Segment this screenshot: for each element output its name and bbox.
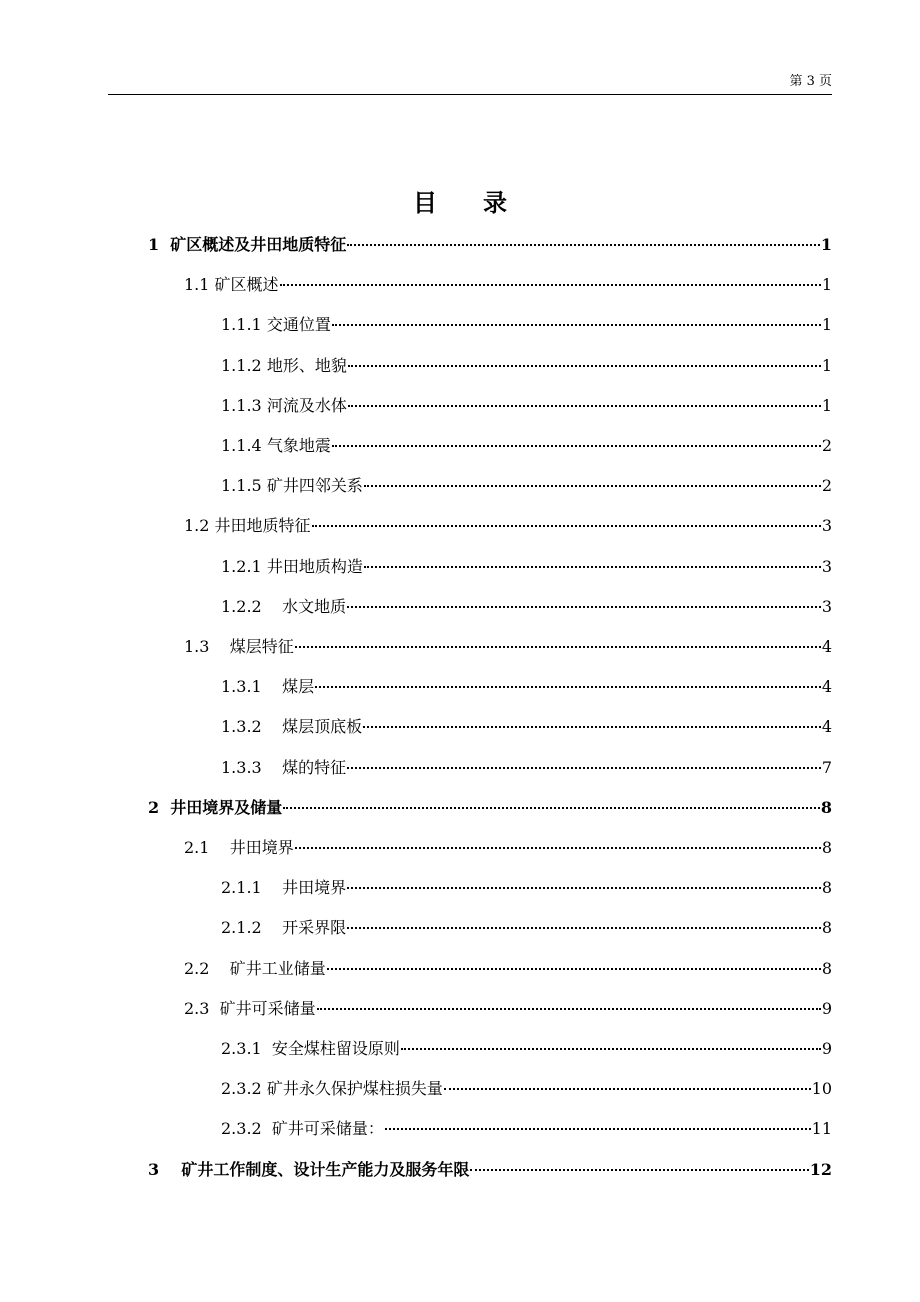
toc-entry-number: 2 bbox=[148, 798, 160, 817]
page-number-header: 第 3 页 bbox=[789, 74, 832, 89]
toc-entry-page: 8 bbox=[820, 798, 832, 817]
toc-leader-dots bbox=[347, 767, 821, 769]
toc-entry[interactable] bbox=[184, 515, 832, 537]
toc-entry-page: 7 bbox=[821, 758, 832, 777]
toc-title bbox=[0, 183, 920, 218]
toc-entry-title: 矿井永久保护煤柱损失量 bbox=[266, 1079, 443, 1098]
toc-entry[interactable] bbox=[221, 877, 832, 899]
toc-entry[interactable] bbox=[221, 716, 832, 738]
toc-entry-number: 1.1.5 bbox=[221, 476, 262, 495]
toc-title-right: 录 bbox=[483, 188, 507, 217]
toc-entry-number: 1.1 bbox=[184, 275, 210, 294]
toc-entry-number: 1.3.2 bbox=[221, 717, 262, 736]
toc-entry[interactable] bbox=[221, 596, 832, 618]
toc-entry-number: 1.1.1 bbox=[221, 315, 262, 334]
toc-entry-title: 矿井可采储量 bbox=[219, 999, 316, 1018]
toc-leader-dots bbox=[401, 1048, 821, 1050]
toc-entry-title: 河流及水体 bbox=[266, 396, 347, 415]
toc-entry-title: 井田地质特征 bbox=[214, 516, 311, 535]
toc-entry-page: 1 bbox=[821, 396, 832, 415]
toc-entry-number: 1.3 bbox=[184, 637, 210, 656]
toc-entry-number: 1.2.1 bbox=[221, 557, 262, 576]
toc-leader-dots bbox=[364, 485, 821, 487]
toc-entry-page: 1 bbox=[821, 356, 832, 375]
toc-leader-dots bbox=[348, 365, 821, 367]
toc-entry-page: 12 bbox=[809, 1160, 832, 1179]
toc-entry[interactable] bbox=[184, 274, 832, 296]
toc-entry-title: 井田境界及储量 bbox=[170, 798, 283, 817]
toc-entry[interactable] bbox=[221, 435, 832, 457]
toc-entry[interactable] bbox=[148, 234, 832, 256]
toc-entry-title: 交通位置 bbox=[266, 315, 331, 334]
toc-entry-page: 9 bbox=[821, 999, 832, 1018]
toc-entry-number: 2.1.1 bbox=[221, 878, 262, 897]
toc-entry[interactable] bbox=[221, 1038, 832, 1060]
toc-entry-page: 11 bbox=[811, 1119, 832, 1138]
toc-entry-number: 1.3.3 bbox=[221, 758, 262, 777]
toc-entry-page: 1 bbox=[821, 315, 832, 334]
toc-leader-dots bbox=[332, 324, 821, 326]
toc-entry-number: 1.2.2 bbox=[221, 597, 262, 616]
toc-entry-number: 3 bbox=[148, 1160, 160, 1179]
toc-entry-title: 井田地质构造 bbox=[266, 557, 363, 576]
toc-entry-title: 煤层顶底板 bbox=[282, 717, 363, 736]
toc-leader-dots bbox=[317, 1008, 821, 1010]
toc-leader-dots bbox=[347, 927, 821, 929]
toc-entry-number: 1.1.4 bbox=[221, 436, 262, 455]
toc-leader-dots bbox=[363, 726, 821, 728]
toc-entry-page: 8 bbox=[821, 918, 832, 937]
toc-entry[interactable] bbox=[184, 837, 832, 859]
header-rule bbox=[108, 94, 832, 95]
toc-entry-title: 水文地质 bbox=[282, 597, 347, 616]
toc-entry-page: 10 bbox=[811, 1079, 832, 1098]
toc-leader-dots bbox=[332, 445, 821, 447]
toc-entry-title: 安全煤柱留设原则 bbox=[271, 1039, 400, 1058]
toc-entry-page: 3 bbox=[821, 557, 832, 576]
toc-entry[interactable] bbox=[221, 556, 832, 578]
toc-entry-page: 4 bbox=[821, 717, 832, 736]
toc-leader-dots bbox=[385, 1128, 811, 1130]
toc-entry-page: 2 bbox=[821, 476, 832, 495]
toc-entry-number: 1.2 bbox=[184, 516, 210, 535]
toc-leader-dots bbox=[364, 566, 821, 568]
toc-entry-number: 2.3 bbox=[184, 999, 210, 1018]
toc-entry-title: 煤层 bbox=[282, 677, 315, 696]
toc-entry-number: 1.3.1 bbox=[221, 677, 262, 696]
toc-entry[interactable] bbox=[148, 797, 832, 819]
toc-entry-title: 开采界限 bbox=[282, 918, 347, 937]
toc-leader-dots bbox=[327, 968, 821, 970]
toc-entry-number: 1.1.3 bbox=[221, 396, 262, 415]
toc-entry-page: 4 bbox=[821, 637, 832, 656]
toc-entry-number: 2.3.2 bbox=[221, 1079, 262, 1098]
toc-entry-title: 矿井可采储量： bbox=[271, 1119, 384, 1138]
toc-entry[interactable] bbox=[221, 314, 832, 336]
toc-entry-title: 矿井工作制度、设计生产能力及服务年限 bbox=[181, 1160, 470, 1179]
toc-entry-number: 1 bbox=[148, 235, 160, 254]
toc-entry-page: 3 bbox=[821, 516, 832, 535]
toc-entry-number: 2.3.1 bbox=[221, 1039, 262, 1058]
toc-entry-title: 矿井四邻关系 bbox=[266, 476, 363, 495]
toc-entry-page: 1 bbox=[820, 235, 832, 254]
toc-entry-title: 井田境界 bbox=[229, 838, 294, 857]
toc-leader-dots bbox=[315, 686, 821, 688]
toc-entry-page: 4 bbox=[821, 677, 832, 696]
toc-entry-page: 2 bbox=[821, 436, 832, 455]
toc-entry-title: 煤层特征 bbox=[229, 637, 294, 656]
toc-leader-dots bbox=[295, 847, 821, 849]
toc-leader-dots bbox=[280, 284, 821, 286]
toc-leader-dots bbox=[295, 646, 821, 648]
toc-entry-number: 2.1 bbox=[184, 838, 210, 857]
toc-leader-dots bbox=[347, 244, 820, 246]
toc-entry[interactable] bbox=[221, 1118, 832, 1140]
toc-entry-page: 8 bbox=[821, 838, 832, 857]
toc-entry[interactable] bbox=[221, 395, 832, 417]
toc-entry-number: 1.1.2 bbox=[221, 356, 262, 375]
toc-entry-title: 煤的特征 bbox=[282, 758, 347, 777]
toc-entry-title: 矿井工业储量 bbox=[229, 959, 326, 978]
toc-entry[interactable] bbox=[148, 1159, 832, 1181]
toc-entry-title: 井田境界 bbox=[282, 878, 347, 897]
toc-entry-number: 2.3.2 bbox=[221, 1119, 262, 1138]
toc-entry[interactable] bbox=[221, 917, 832, 939]
toc-entry-title: 地形、地貌 bbox=[266, 356, 347, 375]
toc-leader-dots bbox=[347, 606, 821, 608]
toc-entry-number: 2.2 bbox=[184, 959, 210, 978]
toc-entry[interactable] bbox=[184, 636, 832, 658]
toc-entry[interactable] bbox=[221, 757, 832, 779]
toc-title-left: 目 bbox=[413, 188, 437, 217]
toc-leader-dots bbox=[470, 1169, 808, 1171]
toc-leader-dots bbox=[312, 525, 821, 527]
toc-leader-dots bbox=[444, 1088, 811, 1090]
toc-entry[interactable] bbox=[184, 958, 832, 980]
toc-entry-title: 矿区概述及井田地质特征 bbox=[170, 235, 347, 254]
toc-entry[interactable] bbox=[221, 475, 832, 497]
toc-entry[interactable] bbox=[221, 355, 832, 377]
toc-entry[interactable] bbox=[184, 998, 832, 1020]
toc-entry-page: 3 bbox=[821, 597, 832, 616]
toc-entry-page: 8 bbox=[821, 878, 832, 897]
toc-entry-page: 8 bbox=[821, 959, 832, 978]
toc-entry[interactable] bbox=[221, 676, 832, 698]
toc-entry-title: 矿区概述 bbox=[214, 275, 279, 294]
toc-entry-page: 1 bbox=[821, 275, 832, 294]
toc-entry[interactable] bbox=[221, 1078, 832, 1100]
toc-entry-title: 气象地震 bbox=[266, 436, 331, 455]
toc-entry-page: 9 bbox=[821, 1039, 832, 1058]
toc-leader-dots bbox=[347, 887, 821, 889]
toc-leader-dots bbox=[348, 405, 821, 407]
toc-leader-dots bbox=[283, 807, 820, 809]
toc-entry-number: 2.1.2 bbox=[221, 918, 262, 937]
